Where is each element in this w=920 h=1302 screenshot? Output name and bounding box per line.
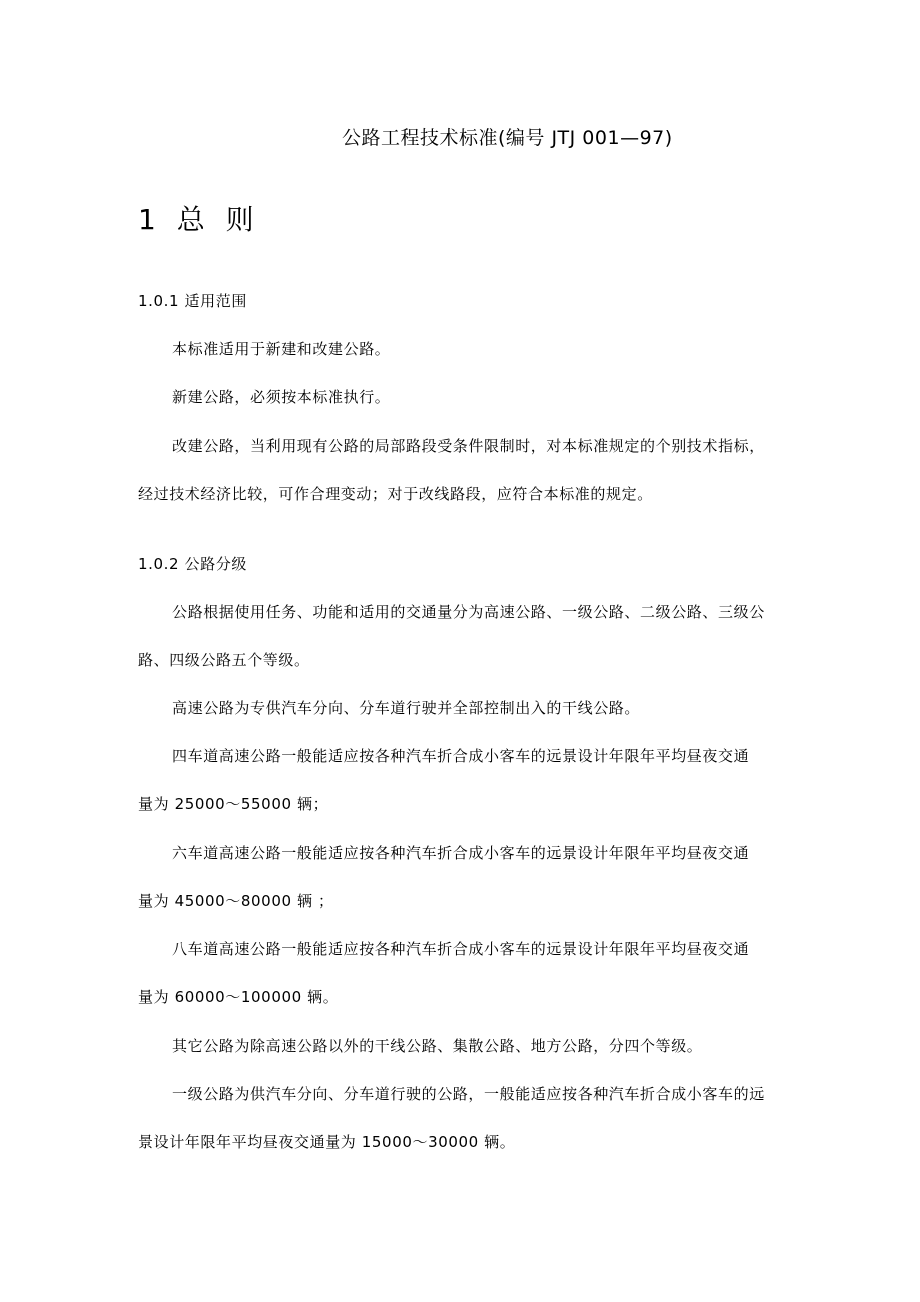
paragraph-line: 新建公路，必须按本标准执行。 (172, 388, 391, 406)
paragraph-line: 一级公路为供汽车分向、分车道行驶的公路，一般能适应按各种汽车折合成小客车的远 (172, 1085, 765, 1103)
section-heading-1-0-1: 1.0.1 适用范围 (138, 292, 247, 310)
chapter-heading: 1 总 则 (138, 203, 260, 236)
section-heading-1-0-2: 1.0.2 公路分级 (138, 555, 247, 573)
paragraph-line: 量为 25000～55000 辆； (138, 795, 329, 813)
paragraph-line: 其它公路为除高速公路以外的干线公路、集散公路、地方公路，分四个等级。 (172, 1037, 703, 1055)
document-title: 公路工程技术标准(编号 JTJ 001—97) (342, 127, 673, 149)
paragraph-line: 四车道高速公路一般能适应按各种汽车折合成小客车的远景设计年限年平均昼夜交通 (172, 747, 750, 765)
paragraph-line: 八车道高速公路一般能适应按各种汽车折合成小客车的远景设计年限年平均昼夜交通 (172, 940, 750, 958)
paragraph-line: 公路根据使用任务、功能和适用的交通量分为高速公路、一级公路、二级公路、三级公 (172, 603, 765, 621)
paragraph-line: 经过技术经济比较，可作合理变动；对于改线路段，应符合本标准的规定。 (138, 485, 653, 503)
paragraph-line: 高速公路为专供汽车分向、分车道行驶并全部控制出入的干线公路。 (172, 699, 641, 717)
paragraph-line: 改建公路，当利用现有公路的局部路段受条件限制时，对本标准规定的个别技术指标， (172, 437, 765, 455)
paragraph-line: 本标准适用于新建和改建公路。 (172, 340, 391, 358)
paragraph-line: 量为 45000～80000 辆 ； (138, 892, 334, 910)
paragraph-line: 量为 60000～100000 辆。 (138, 988, 339, 1006)
paragraph-line: 路、四级公路五个等级。 (138, 651, 310, 669)
paragraph-line: 景设计年限年平均昼夜交通量为 15000～30000 辆。 (138, 1133, 516, 1151)
paragraph-line: 六车道高速公路一般能适应按各种汽车折合成小客车的远景设计年限年平均昼夜交通 (172, 844, 750, 862)
